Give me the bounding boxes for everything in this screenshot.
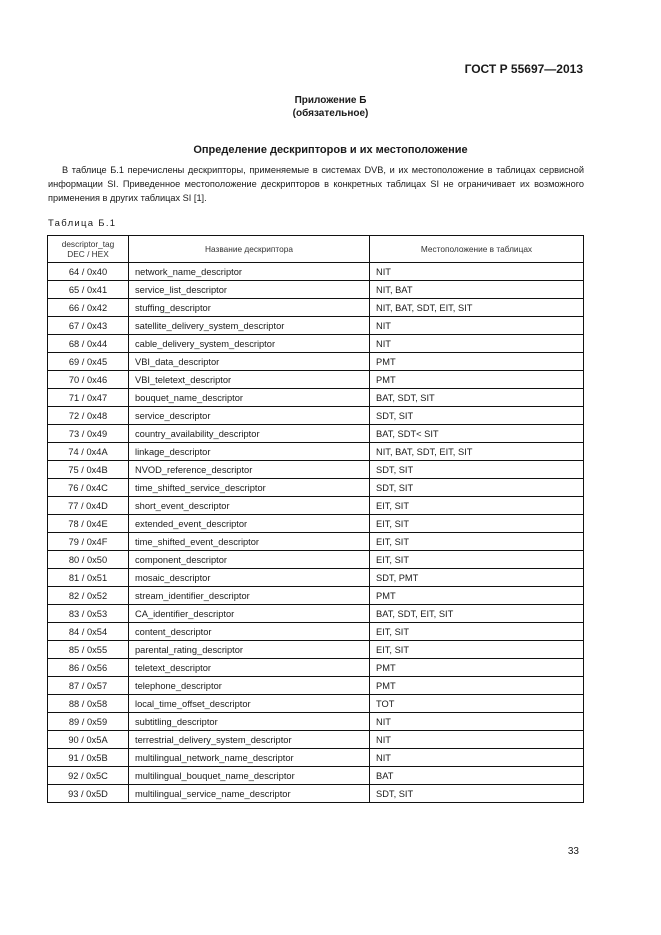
- table-row: [48, 641, 584, 659]
- cell-name: bouquet_name_descriptor: [129, 389, 370, 407]
- cell-location: NIT: [370, 317, 584, 335]
- cell-location: SDT, SIT: [370, 785, 584, 803]
- cell-name: service_descriptor: [129, 407, 370, 425]
- cell-name: cable_delivery_system_descriptor: [129, 335, 370, 353]
- cell-location: SDT, PMT: [370, 569, 584, 587]
- table-row: [48, 551, 584, 569]
- cell-name: NVOD_reference_descriptor: [129, 461, 370, 479]
- section-title: Определение дескрипторов и их местоположение: [193, 144, 468, 156]
- cell-tag: 70 / 0x46: [48, 371, 129, 389]
- cell-location: EIT, SIT: [370, 515, 584, 533]
- table-row: [48, 569, 584, 587]
- table-row: [48, 443, 584, 461]
- table-row: [48, 677, 584, 695]
- cell-name: multilingual_service_name_descriptor: [129, 785, 370, 803]
- cell-tag: 76 / 0x4C: [48, 479, 129, 497]
- cell-location: NIT: [370, 731, 584, 749]
- cell-tag: 80 / 0x50: [48, 551, 129, 569]
- table-row: [48, 263, 584, 281]
- table-row: [48, 713, 584, 731]
- cell-name: parental_rating_descriptor: [129, 641, 370, 659]
- cell-location: SDT, SIT: [370, 479, 584, 497]
- cell-location: EIT, SIT: [370, 551, 584, 569]
- header-tag: [48, 236, 129, 263]
- cell-name: telephone_descriptor: [129, 677, 370, 695]
- cell-tag: 72 / 0x48: [48, 407, 129, 425]
- table-row: [48, 659, 584, 677]
- cell-name: terrestrial_delivery_system_descriptor: [129, 731, 370, 749]
- cell-location: PMT: [370, 371, 584, 389]
- table-header-row: [48, 236, 584, 263]
- cell-location: NIT, BAT: [370, 281, 584, 299]
- table-row: [48, 425, 584, 443]
- annex-status: (обязательное): [292, 108, 369, 119]
- cell-tag: 86 / 0x56: [48, 659, 129, 677]
- cell-name: stuffing_descriptor: [129, 299, 370, 317]
- cell-location: BAT, SDT, EIT, SIT: [370, 605, 584, 623]
- table-row: [48, 749, 584, 767]
- cell-name: multilingual_network_name_descriptor: [129, 749, 370, 767]
- table-row: [48, 353, 584, 371]
- cell-location: NIT: [370, 749, 584, 767]
- cell-tag: 74 / 0x4A: [48, 443, 129, 461]
- table-row: [48, 497, 584, 515]
- cell-name: teletext_descriptor: [129, 659, 370, 677]
- table-row: [48, 533, 584, 551]
- cell-tag: 82 / 0x52: [48, 587, 129, 605]
- cell-location: NIT, BAT, SDT, EIT, SIT: [370, 299, 584, 317]
- header-tag-line2: DEC / HEX: [67, 249, 109, 259]
- table-row: [48, 317, 584, 335]
- cell-tag: 85 / 0x55: [48, 641, 129, 659]
- table-row: [48, 731, 584, 749]
- annex-title: Приложение Б: [294, 95, 367, 106]
- cell-name: time_shifted_service_descriptor: [129, 479, 370, 497]
- cell-location: BAT, SDT< SIT: [370, 425, 584, 443]
- cell-tag: 68 / 0x44: [48, 335, 129, 353]
- cell-tag: 79 / 0x4F: [48, 533, 129, 551]
- cell-tag: 87 / 0x57: [48, 677, 129, 695]
- cell-tag: 67 / 0x43: [48, 317, 129, 335]
- cell-tag: 77 / 0x4D: [48, 497, 129, 515]
- cell-name: VBI_teletext_descriptor: [129, 371, 370, 389]
- cell-tag: 92 / 0x5C: [48, 767, 129, 785]
- cell-name: network_name_descriptor: [129, 263, 370, 281]
- table-row: [48, 407, 584, 425]
- cell-location: PMT: [370, 677, 584, 695]
- cell-tag: 69 / 0x45: [48, 353, 129, 371]
- table-row: [48, 623, 584, 641]
- cell-name: content_descriptor: [129, 623, 370, 641]
- cell-tag: 75 / 0x4B: [48, 461, 129, 479]
- header-tag-line1: descriptor_tag: [61, 239, 115, 249]
- cell-tag: 91 / 0x5B: [48, 749, 129, 767]
- table-row: [48, 695, 584, 713]
- cell-tag: 71 / 0x47: [48, 389, 129, 407]
- cell-tag: 84 / 0x54: [48, 623, 129, 641]
- standard-number: ГОСТ Р 55697—2013: [464, 62, 583, 76]
- table-row: [48, 389, 584, 407]
- cell-location: NIT, BAT, SDT, EIT, SIT: [370, 443, 584, 461]
- table-row: [48, 479, 584, 497]
- cell-name: local_time_offset_descriptor: [129, 695, 370, 713]
- cell-location: SDT, SIT: [370, 407, 584, 425]
- descriptor-table: [47, 235, 584, 803]
- table-row: [48, 605, 584, 623]
- table-caption: Таблица Б.1: [48, 218, 117, 229]
- cell-tag: 89 / 0x59: [48, 713, 129, 731]
- cell-location: BAT, SDT, SIT: [370, 389, 584, 407]
- cell-location: NIT: [370, 713, 584, 731]
- cell-name: satellite_delivery_system_descriptor: [129, 317, 370, 335]
- table-row: [48, 371, 584, 389]
- cell-name: VBI_data_descriptor: [129, 353, 370, 371]
- page-number: 33: [567, 846, 579, 857]
- header-name: Название дескриптора: [129, 236, 370, 263]
- table-row: [48, 785, 584, 803]
- cell-tag: 65 / 0x41: [48, 281, 129, 299]
- cell-location: TOT: [370, 695, 584, 713]
- cell-tag: 78 / 0x4E: [48, 515, 129, 533]
- cell-tag: 73 / 0x49: [48, 425, 129, 443]
- table-row: [48, 767, 584, 785]
- cell-location: EIT, SIT: [370, 497, 584, 515]
- cell-location: PMT: [370, 353, 584, 371]
- cell-name: stream_identifier_descriptor: [129, 587, 370, 605]
- intro-text: В таблице Б.1 перечислены дескрипторы, применяемые в системах DVB, и их местоположение в таблицах сервисной информации SI. Приведенное местоположение дескрипторов в конкретных таблицах SI не ограничивает их возможного применения в других таблицах SI [1].: [48, 165, 584, 203]
- cell-location: PMT: [370, 587, 584, 605]
- cell-location: PMT: [370, 659, 584, 677]
- cell-name: service_list_descriptor: [129, 281, 370, 299]
- cell-tag: 66 / 0x42: [48, 299, 129, 317]
- cell-location: EIT, SIT: [370, 641, 584, 659]
- cell-tag: 81 / 0x51: [48, 569, 129, 587]
- cell-tag: 88 / 0x58: [48, 695, 129, 713]
- table-row: [48, 515, 584, 533]
- table-row: [48, 281, 584, 299]
- cell-name: multilingual_bouquet_name_descriptor: [129, 767, 370, 785]
- cell-name: time_shifted_event_descriptor: [129, 533, 370, 551]
- cell-location: SDT, SIT: [370, 461, 584, 479]
- header-location: Местоположение в таблицах: [370, 236, 584, 263]
- annex-heading: [0, 94, 661, 120]
- cell-tag: 64 / 0x40: [48, 263, 129, 281]
- cell-name: linkage_descriptor: [129, 443, 370, 461]
- cell-tag: 83 / 0x53: [48, 605, 129, 623]
- cell-name: subtitling_descriptor: [129, 713, 370, 731]
- cell-tag: 93 / 0x5D: [48, 785, 129, 803]
- cell-location: EIT, SIT: [370, 533, 584, 551]
- cell-name: CA_identifier_descriptor: [129, 605, 370, 623]
- cell-location: NIT: [370, 335, 584, 353]
- table-row: [48, 587, 584, 605]
- cell-name: component_descriptor: [129, 551, 370, 569]
- cell-name: mosaic_descriptor: [129, 569, 370, 587]
- table-row: [48, 335, 584, 353]
- cell-tag: 90 / 0x5A: [48, 731, 129, 749]
- cell-name: short_event_descriptor: [129, 497, 370, 515]
- cell-location: NIT: [370, 263, 584, 281]
- intro-paragraph: [48, 163, 584, 205]
- table-row: [48, 461, 584, 479]
- cell-name: country_availability_descriptor: [129, 425, 370, 443]
- cell-location: EIT, SIT: [370, 623, 584, 641]
- table-row: [48, 299, 584, 317]
- cell-name: extended_event_descriptor: [129, 515, 370, 533]
- cell-location: BAT: [370, 767, 584, 785]
